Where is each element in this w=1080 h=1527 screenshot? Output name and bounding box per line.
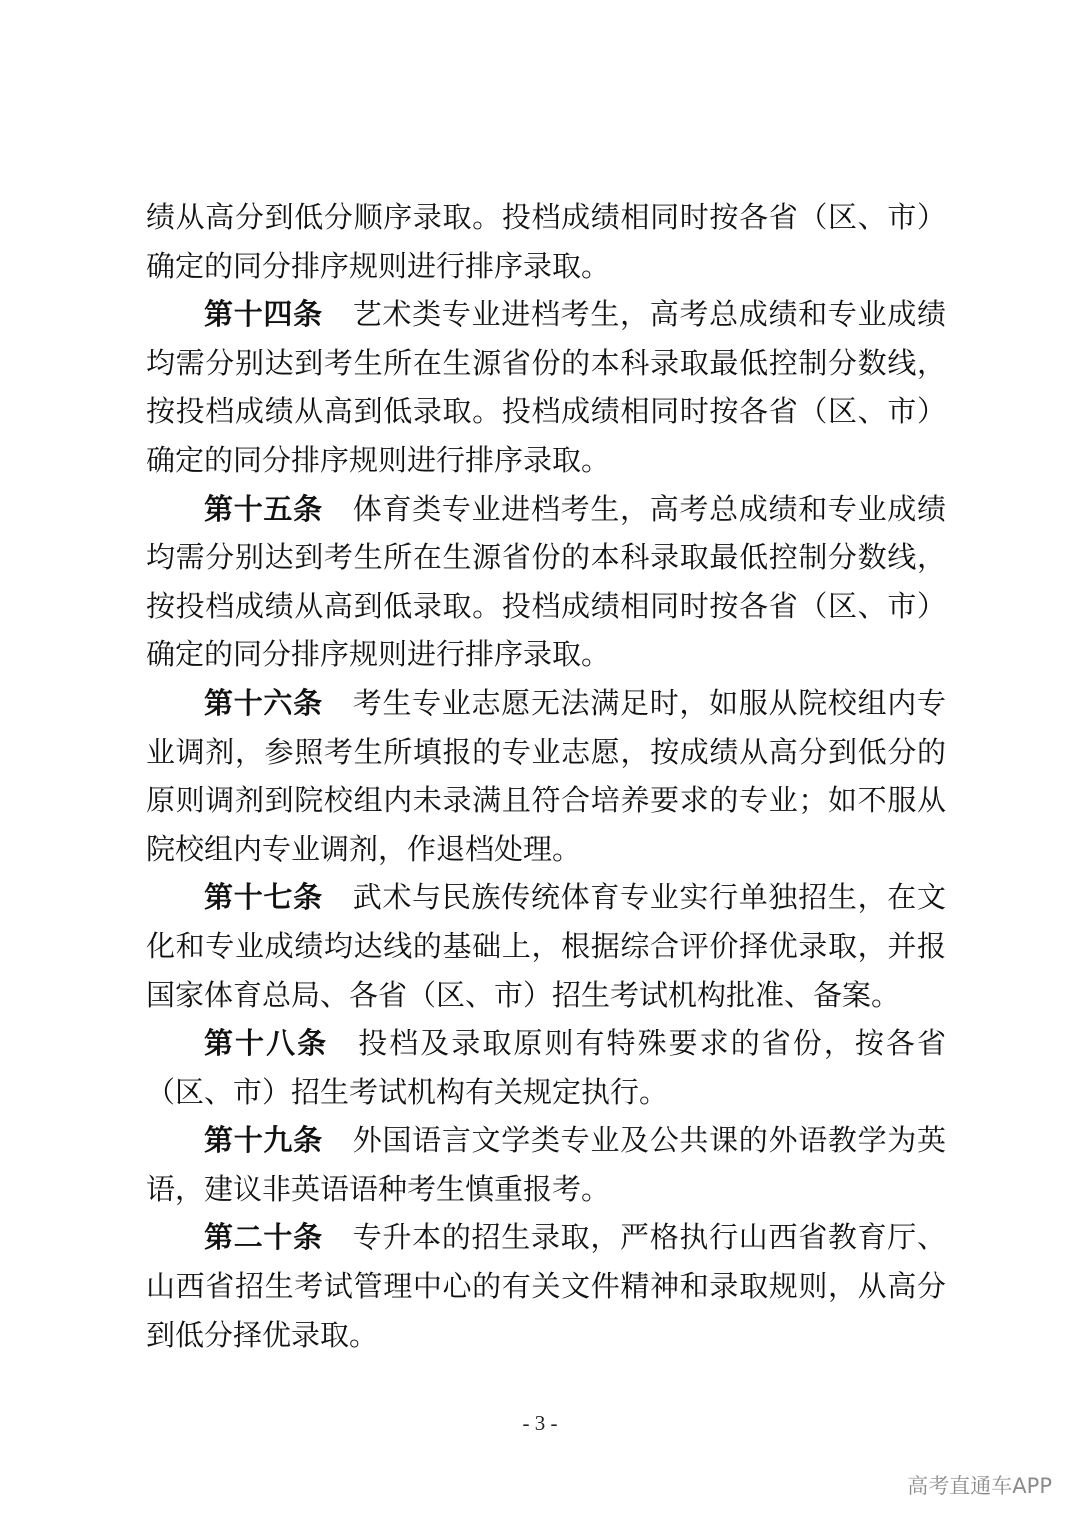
article-text: 武术与民族传统体育专业实行单独招生，在文化和专业成绩均达线的基础上，根据综合评价择优录取，并报国家体育总局、各省（区、市）招生考试机构批准、备案。	[146, 880, 946, 1012]
article-text: 考生专业志愿无法满足时，如服从院校组内专业调剂，参照考生所填报的专业志愿，按成绩从高分到低分的原则调剂到院校组内未录满且符合培养要求的专业；如不服从院校组内专业调剂，作退档处理。	[146, 685, 946, 866]
article-heading: 第二十条	[204, 1220, 323, 1255]
article-text: 投档及录取原则有特殊要求的省份，按各省（区、市）招生考试机构有关规定执行。	[146, 1026, 946, 1109]
article-heading: 第十七条	[204, 880, 323, 915]
article-20	[146, 1213, 946, 1359]
article-text: 外国语言文学类专业及公共课的外语教学为英语，建议非英语语种考生慎重报考。	[146, 1123, 946, 1206]
article-18	[146, 1019, 946, 1116]
article-15	[146, 485, 946, 679]
article-16	[146, 679, 946, 873]
article-19	[146, 1116, 946, 1213]
article-text: 专升本的招生录取，严格执行山西省教育厅、山西省招生考试管理中心的有关文件精神和录取规则，从高分到低分择优录取。	[146, 1220, 946, 1352]
article-14	[146, 290, 946, 484]
document-body	[146, 193, 946, 1359]
article-heading: 第十四条	[204, 297, 323, 332]
page-number: - 3 -	[522, 1411, 558, 1435]
article-heading: 第十九条	[204, 1123, 323, 1158]
article-heading: 第十五条	[204, 491, 323, 526]
article-17	[146, 873, 946, 1019]
article-heading: 第十六条	[204, 685, 323, 720]
article-text: 艺术类专业进档考生，高考总成绩和专业成绩均需分别达到考生所在生源省份的本科录取最低控制分数线，按投档成绩从高到低录取。投档成绩相同时按各省（区、市）确定的同分排序规则进行排序录取。	[146, 297, 946, 477]
watermark-text: 高考直通车APP	[907, 1474, 1052, 1498]
article-heading: 第十八条	[204, 1026, 329, 1061]
continuation-paragraph: 绩从高分到低分顺序录取。投档成绩相同时按各省（区、市）确定的同分排序规则进行排序录取。	[146, 200, 946, 283]
article-text: 体育类专业进档考生，高考总成绩和专业成绩均需分别达到考生所在生源省份的本科录取最低控制分数线，按投档成绩从高到低录取。投档成绩相同时按各省（区、市）确定的同分排序规则进行排序录取。	[146, 491, 946, 672]
